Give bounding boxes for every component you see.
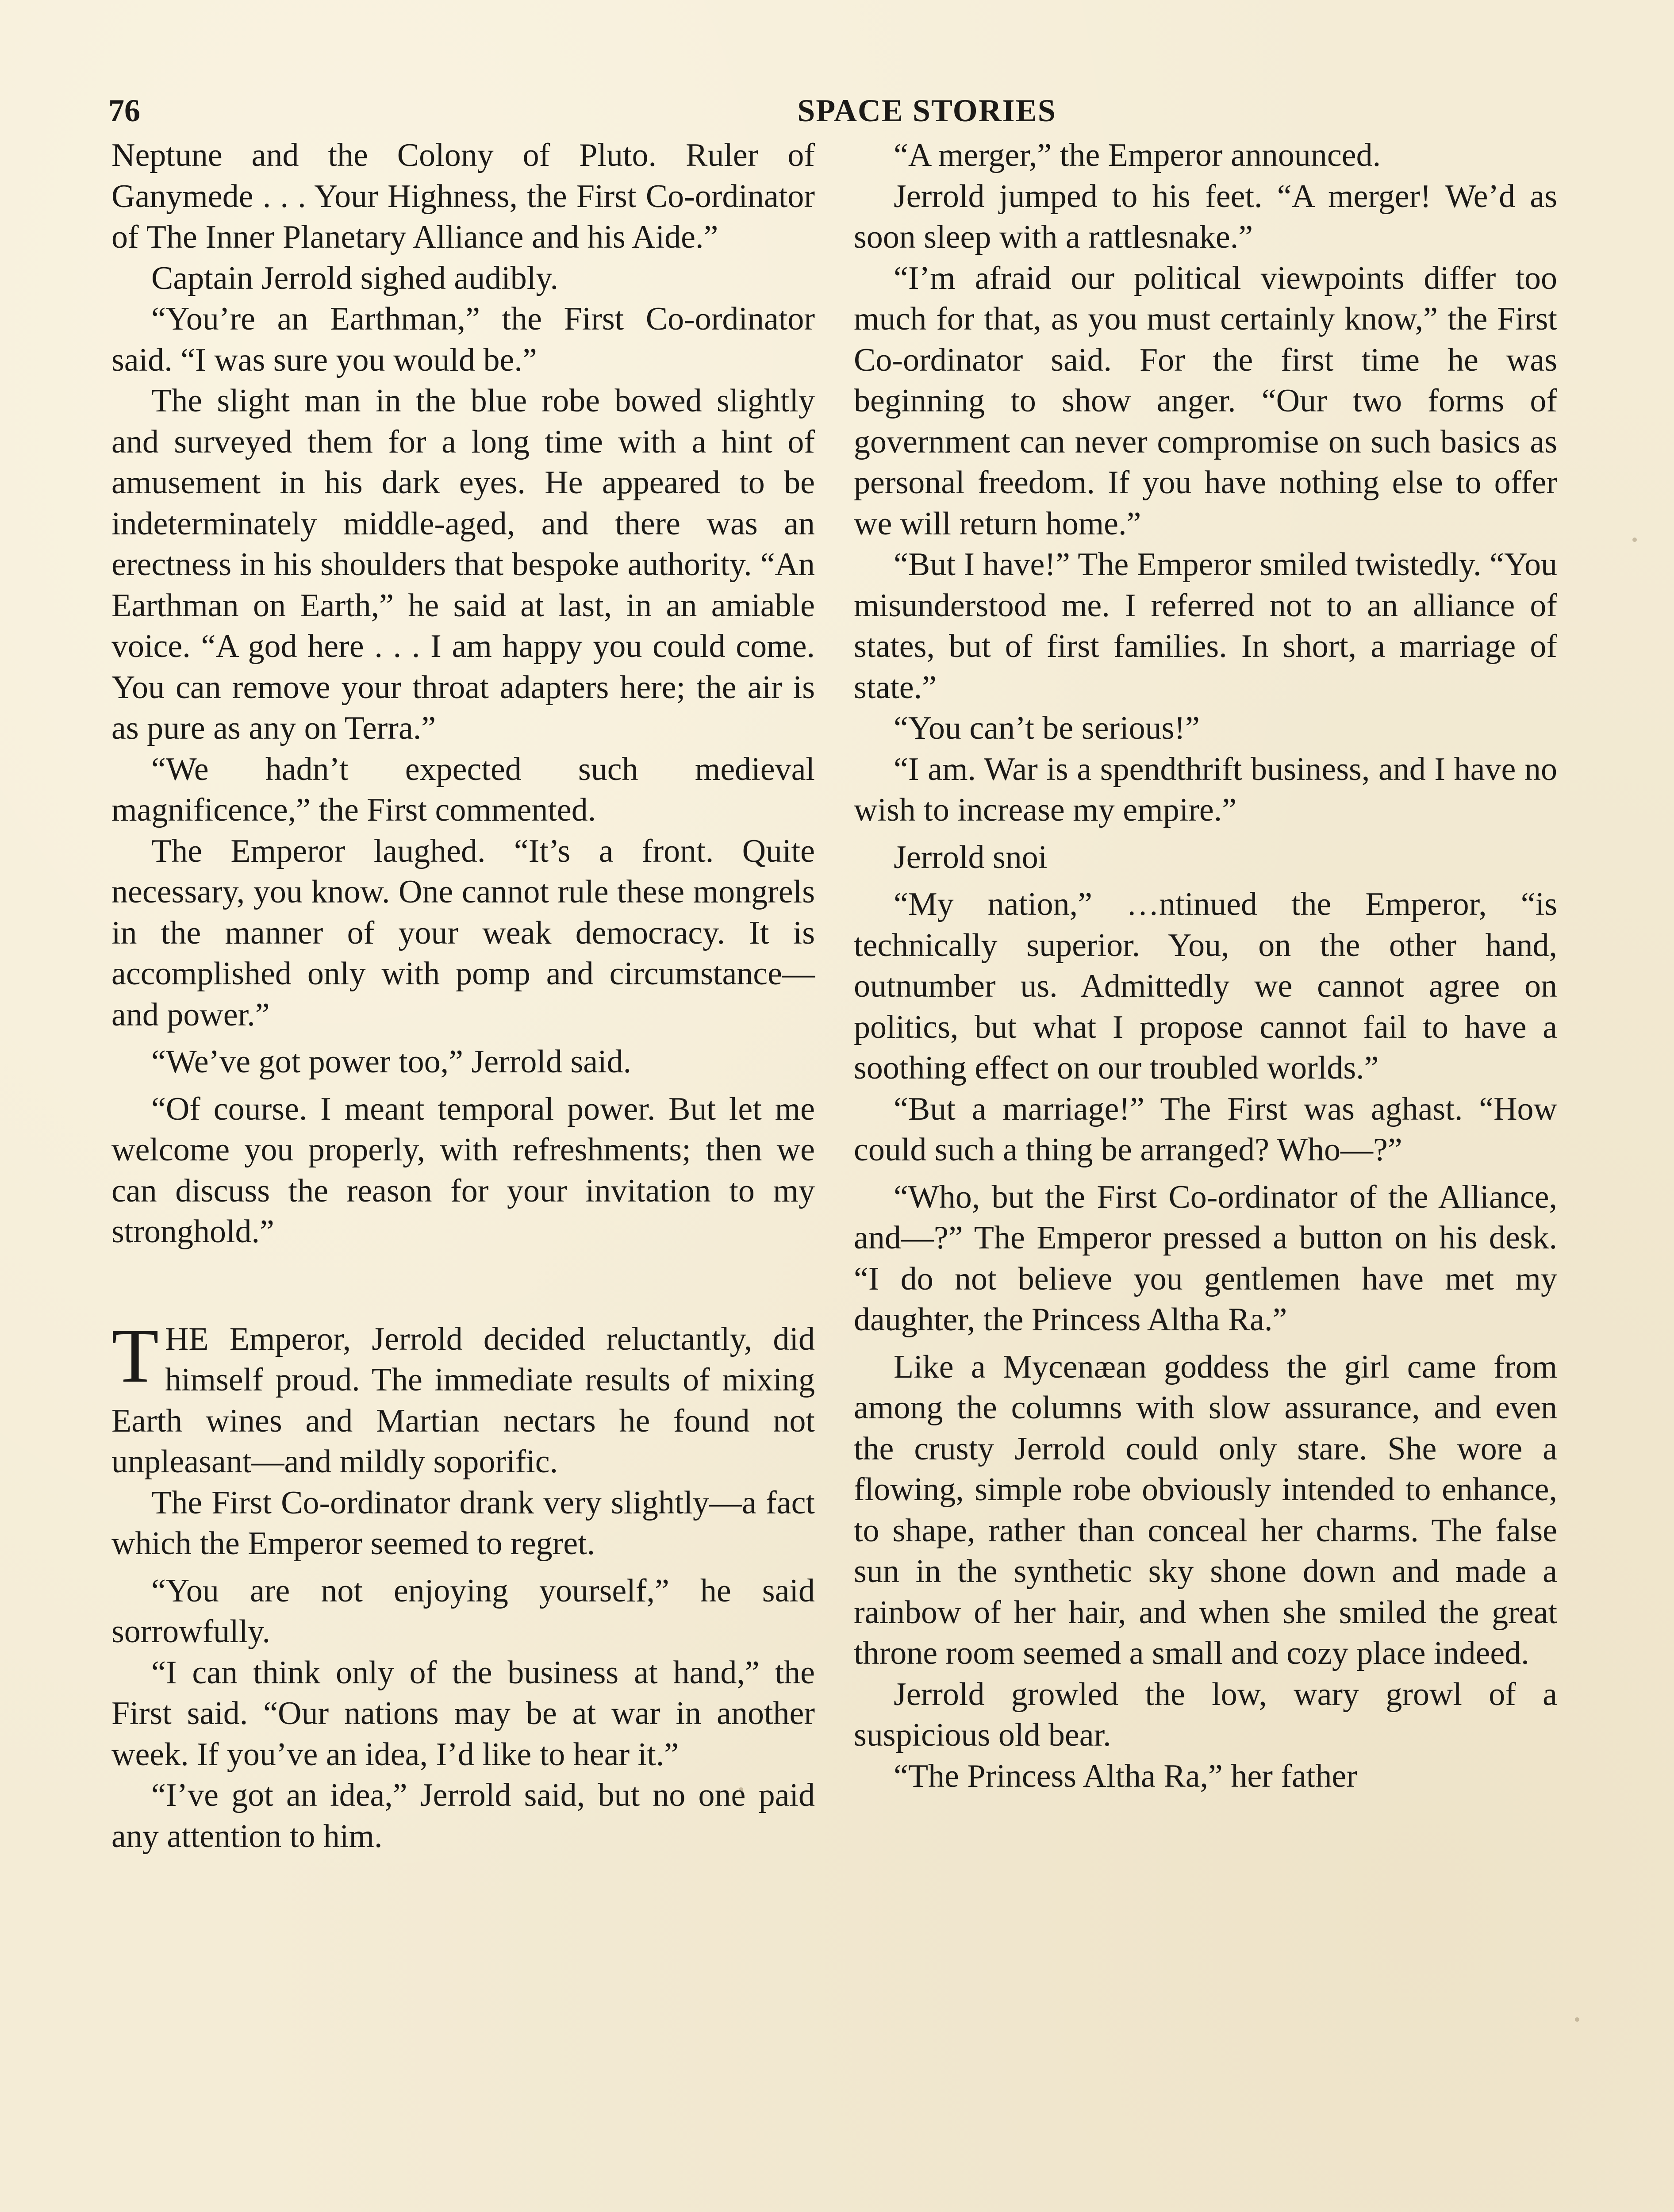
paragraph: “You are not enjoying yourself,” he said sorrowfully. (111, 1572, 815, 1650)
paragraph: “Of course. I meant temporal power. But let me welcome you properly, with refreshments; then we can discuss the reason for your invitation to my stronghold.” (111, 1091, 815, 1250)
paragraph: “You’re an Earthman,” the First Co-ordinator said. “I was sure you would be.” (111, 301, 815, 378)
paragraph: Like a Mycenæan goddess the girl came from among the columns with slow assurance, and even the crusty Jerrold could only stare. She wore a flowing, simple robe obviously intended to enhance, to shape, rather than conceal her charms. The false sun in the synthetic sky shone down and made a rainbow of her hair, and when she smiled the great throne room seemed a small and cozy place indeed. (854, 1348, 1557, 1671)
paragraph: “I can think only of the business at hand,” the First said. “Our nations may be at war in another week. If you’ve an idea, I’d like to hear it.” (111, 1654, 815, 1773)
paragraph: “The Princess Altha Ra,” her father (894, 1758, 1357, 1794)
paragraph: “I am. War is a spendthrift business, and I have no wish to increase my empire.” (854, 751, 1557, 828)
paper-speck (739, 1787, 743, 1792)
left-column (111, 135, 815, 1857)
paragraph: “But a marriage!” The First was aghast. “How could such a thing be arranged? Who—?” (854, 1091, 1557, 1168)
section-opening-text: HE Emperor, Jerrold decided reluctantly, did himself proud. The immediate results of mixing Earth wines and Martian nectars he found not unpleasant—and mildly soporific. (111, 1321, 815, 1480)
paragraph: “I’m afraid our political viewpoints differ too much for that, as you must certainly know,” the First Co-ordinator said. For the first time he was beginning to show anger. “Our two forms of government can never compromise on such basics as personal freedom. If you have nothing else to offer we will return home.” (854, 260, 1557, 542)
paragraph: “My nation,” …ntinued the Emperor, “is technically superior. You, on the other hand, outnumber us. Admittedly we cannot agree on politics, but what I propose cannot fail to have a soothing effect on our troubled worlds.” (854, 886, 1557, 1086)
paper-speck (1575, 2017, 1579, 2022)
paragraph: Jerrold growled the low, wary growl of a suspicious old bear. (854, 1676, 1557, 1753)
paragraph: Jerrold snoi (894, 839, 1048, 876)
paragraph: “A merger,” the Emperor announced. (894, 137, 1381, 173)
paragraph: “You can’t be serious!” (894, 710, 1200, 746)
running-head: SPACE STORIES (797, 93, 1056, 128)
paragraph: “Who, but the First Co-ordinator of the Alliance, and—?” The Emperor pressed a button on his desk. “I do not believe you gentlemen have met my daughter, the Princess Altha Ra.” (854, 1179, 1557, 1338)
paragraph: Captain Jerrold sighed audibly. (151, 260, 559, 296)
paragraph: The First Co-ordinator drank very slightly—a fact which the Emperor seemed to regret. (111, 1484, 815, 1562)
paragraph: “I’ve got an idea,” Jerrold said, but no one paid any attention to him. (111, 1777, 815, 1855)
paragraph: “But I have!” The Emperor smiled twistedly. “You misunderstood me. I referred not to an alliance of states, but of first families. In short, a marriage of state.” (854, 546, 1557, 706)
right-column (854, 135, 1557, 1797)
page-number: 76 (108, 93, 140, 128)
paragraph: Neptune and the Colony of Pluto. Ruler of Ganymede . . . Your Highness, the First Co-ordinator of The Inner Planetary Alliance and his Aide.” (111, 137, 815, 255)
paragraph: The slight man in the blue robe bowed slightly and surveyed them for a long time with a hint of amusement in his dark eyes. He appeared to be indeterminately middle-aged, and there was an erectness in his shoulders that bespoke authority. “An Earthman on Earth,” he said at last, in an amiable voice. “A god here . . . I am happy you could come. You can remove your throat adapters here; the air is as pure as any on Terra.” (111, 383, 815, 746)
paragraph: “We’ve got power too,” Jerrold said. (151, 1044, 632, 1080)
drop-cap: T (111, 1312, 159, 1398)
section-opening-paragraph (111, 1312, 815, 1482)
paragraph: The Emperor laughed. “It’s a front. Quite necessary, you know. One cannot rule these mongrels in the manner of your weak democracy. It is accomplished only with pomp and circumstance—and power.” (111, 833, 815, 1033)
paragraph: Jerrold jumped to his feet. “A merger! We’d as soon sleep with a rattlesnake.” (854, 178, 1557, 255)
paragraph: “We hadn’t expected such medieval magnificence,” the First commented. (111, 751, 815, 828)
paper-speck (1632, 538, 1637, 542)
page-header (108, 86, 1559, 135)
